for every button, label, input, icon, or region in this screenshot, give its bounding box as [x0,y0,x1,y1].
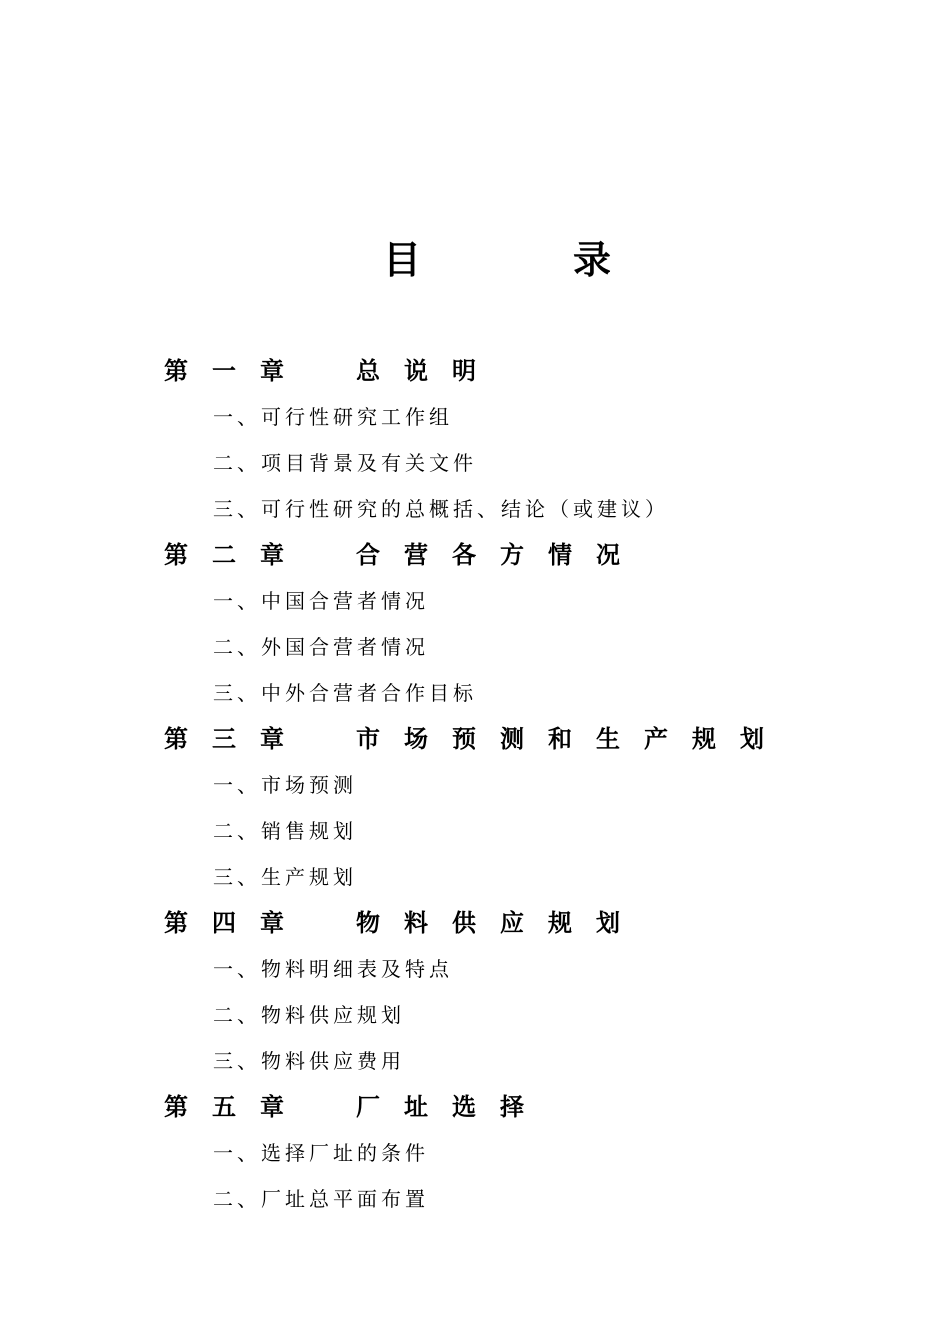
chapter-title: 物料供应规划 [356,909,644,937]
section-title: 一、中国合营者情况 [213,589,429,613]
section-title: 一、市场预测 [213,773,357,797]
toc-section-3-1[interactable] [0,762,950,808]
section-title: 二、厂址总平面布置 [213,1187,429,1211]
chapter-number: 第一章 [164,357,308,385]
table-of-contents [0,348,950,1222]
chapter-number: 第三章 [164,725,308,753]
toc-section-1-3[interactable] [0,486,950,532]
section-title: 三、物料供应费用 [213,1049,405,1073]
chapter-number: 第二章 [164,541,308,569]
toc-chapter-4[interactable] [0,900,950,946]
section-title: 二、外国合营者情况 [213,635,429,659]
chapter-number: 第四章 [164,909,308,937]
chapter-title: 厂址选择 [356,1093,548,1121]
toc-section-4-1[interactable] [0,946,950,992]
section-title: 三、中外合营者合作目标 [213,681,477,705]
section-title: 二、销售规划 [213,819,357,843]
chapter-title: 合营各方情况 [356,541,644,569]
toc-section-2-1[interactable] [0,578,950,624]
chapter-number: 第五章 [164,1093,308,1121]
toc-section-2-2[interactable] [0,624,950,670]
title-char-lu: 录 [573,238,612,282]
toc-section-5-1[interactable] [0,1130,950,1176]
toc-section-1-2[interactable] [0,440,950,486]
toc-section-3-2[interactable] [0,808,950,854]
toc-section-5-2[interactable] [0,1176,950,1222]
toc-section-2-3[interactable] [0,670,950,716]
section-title: 一、物料明细表及特点 [213,957,453,981]
chapter-title: 市场预测和生产规划 [356,725,788,753]
section-title: 二、物料供应规划 [213,1003,405,1027]
toc-chapter-3[interactable] [0,716,950,762]
chapter-title: 总说明 [356,357,500,385]
toc-chapter-1[interactable] [0,348,950,394]
toc-section-3-3[interactable] [0,854,950,900]
toc-section-4-2[interactable] [0,992,950,1038]
toc-chapter-2[interactable] [0,532,950,578]
section-title: 三、可行性研究的总概括、结论（或建议） [213,497,669,521]
toc-section-4-3[interactable] [0,1038,950,1084]
toc-section-1-1[interactable] [0,394,950,440]
section-title: 二、项目背景及有关文件 [213,451,477,475]
page-title [0,232,950,288]
section-title: 一、可行性研究工作组 [213,405,453,429]
toc-chapter-5[interactable] [0,1084,950,1130]
section-title: 一、选择厂址的条件 [213,1141,429,1165]
title-char-mu: 目 [383,238,422,282]
section-title: 三、生产规划 [213,865,357,889]
